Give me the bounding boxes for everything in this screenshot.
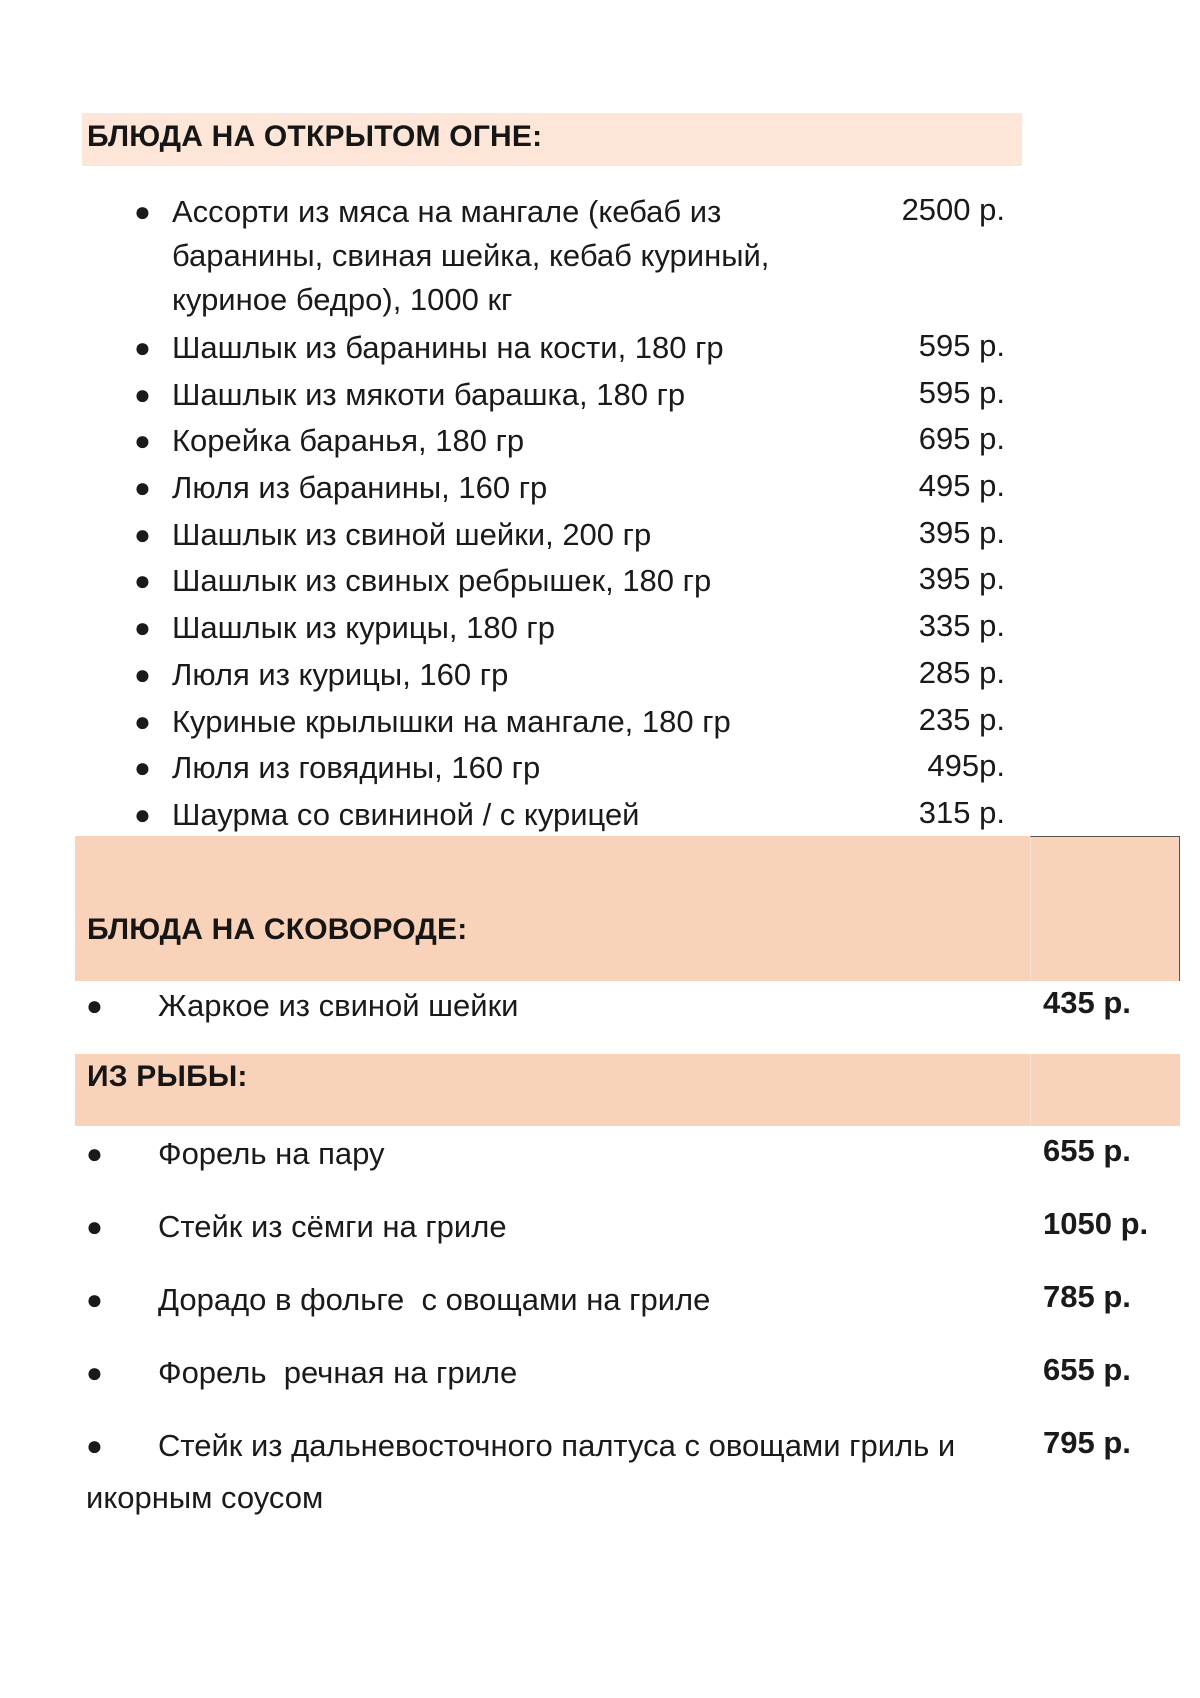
menu-item-price: 655 р.	[1043, 1352, 1131, 1387]
menu-item	[0, 700, 1200, 747]
bullet-icon: ●	[134, 658, 151, 690]
menu-item-name: Шашлык из баранины на кости, 180 гр	[172, 330, 724, 365]
menu-item-price: 495р.	[927, 748, 1005, 784]
bullet-icon: ●	[134, 752, 151, 784]
menu-item-name: Шашлык из мякоти барашка, 180 гр	[172, 376, 686, 412]
section-header-band-pan-price-cell	[1030, 836, 1180, 981]
menu-item-price: 435 р.	[1043, 985, 1131, 1020]
bullet-icon: ●	[134, 612, 151, 644]
bullet-icon: ●	[134, 705, 151, 737]
bullet-icon: ●	[134, 798, 151, 830]
bullet-icon: ●	[134, 518, 151, 550]
menu-item-name: Жаркое из свиной шейки	[158, 988, 519, 1023]
menu-item	[0, 419, 1200, 466]
bullet-icon: ●	[134, 332, 151, 363]
menu-item-price: 2500 р.	[901, 192, 1005, 227]
menu-item-name: Шашлык из курицы, 180 гр	[172, 610, 555, 646]
menu-item	[0, 513, 1200, 560]
menu-item-name: Шашлык из свиной шейки, 200 гр	[172, 516, 652, 552]
bullet-icon: ●	[86, 1430, 103, 1461]
menu-item	[0, 559, 1200, 606]
menu-item	[0, 326, 1200, 373]
bullet-icon: ●	[134, 472, 151, 504]
section-header-band-pan	[75, 836, 1030, 981]
menu-item-name: Люля из баранины, 160 гр	[172, 470, 548, 506]
menu-item-price: 695 р.	[918, 421, 1005, 457]
menu-item-price: 655 р.	[1043, 1133, 1131, 1168]
bullet-icon: ●	[134, 378, 151, 410]
menu-item-name: Форель на пару	[158, 1136, 385, 1171]
bullet-icon: ●	[86, 1357, 103, 1388]
section-title-pan: БЛЮДА НА СКОВОРОДЕ:	[87, 913, 468, 946]
menu-item-price: 595 р.	[918, 374, 1005, 410]
menu-item-price: 1050 р.	[1043, 1206, 1149, 1241]
menu-item-name: Корейка баранья, 180 гр	[172, 423, 525, 459]
menu-item-name: Дорадо в фольге с овощами на гриле	[158, 1282, 711, 1317]
menu-item-price: 495 р.	[918, 468, 1005, 504]
menu-item	[0, 793, 1200, 840]
section-title-fish: ИЗ РЫБЫ:	[87, 1060, 248, 1093]
bullet-icon: ●	[86, 1211, 103, 1242]
menu-item-price: 335 р.	[918, 608, 1005, 644]
menu-item-price: 785 р.	[1043, 1279, 1131, 1314]
menu-item	[0, 746, 1200, 793]
menu-item-name: Форель речная на гриле	[158, 1355, 518, 1390]
menu-item	[0, 606, 1200, 653]
menu-item-price: 235 р.	[918, 701, 1005, 737]
menu-item-price: 795 р.	[1043, 1425, 1131, 1460]
bullet-icon: ●	[134, 425, 151, 457]
menu-item-name: Люля из говядины, 160 гр	[172, 750, 541, 786]
menu-item-price: 285 р.	[918, 654, 1005, 690]
menu-item-name: Куриные крылышки на мангале, 180 гр	[172, 703, 731, 739]
menu-item	[0, 653, 1200, 700]
section-title-open-fire: БЛЮДА НА ОТКРЫТОМ ОГНЕ:	[87, 120, 543, 153]
menu-item-name: Ассорти из мяса на мангале (кебаб из баранины, свиная шейка, кебаб куриный, куриное бедро), 1000 кг	[172, 194, 770, 317]
menu-item	[0, 373, 1200, 420]
bullet-icon: ●	[86, 990, 103, 1021]
bullet-icon: ●	[86, 1138, 103, 1169]
menu-item-name: Стейк из дальневосточного палтуса с овощами гриль и	[158, 1428, 956, 1463]
bullet-icon: ●	[86, 1284, 103, 1315]
menu-item-name: Стейк из сёмги на гриле	[158, 1209, 507, 1244]
bullet-icon: ●	[134, 196, 151, 227]
bullet-icon: ●	[134, 565, 151, 597]
section-header-band-fish-price-cell	[1030, 1054, 1180, 1126]
menu-item	[0, 466, 1200, 513]
menu-item	[0, 190, 1200, 326]
menu-item-name-continuation: икорным соусом	[86, 1480, 324, 1515]
menu-item-name: Шашлык из свиных ребрышек, 180 гр	[172, 563, 712, 599]
menu-item-name: Люля из курицы, 160 гр	[172, 656, 509, 692]
open-fire-menu-list	[0, 190, 1200, 840]
menu-item-price: 595 р.	[918, 328, 1005, 363]
menu-item-price: 395 р.	[918, 561, 1005, 597]
menu-item-price: 315 р.	[918, 794, 1005, 830]
menu-item-name: Шаурма со свининой / с курицей	[172, 796, 640, 832]
menu-item-price: 395 р.	[918, 514, 1005, 550]
